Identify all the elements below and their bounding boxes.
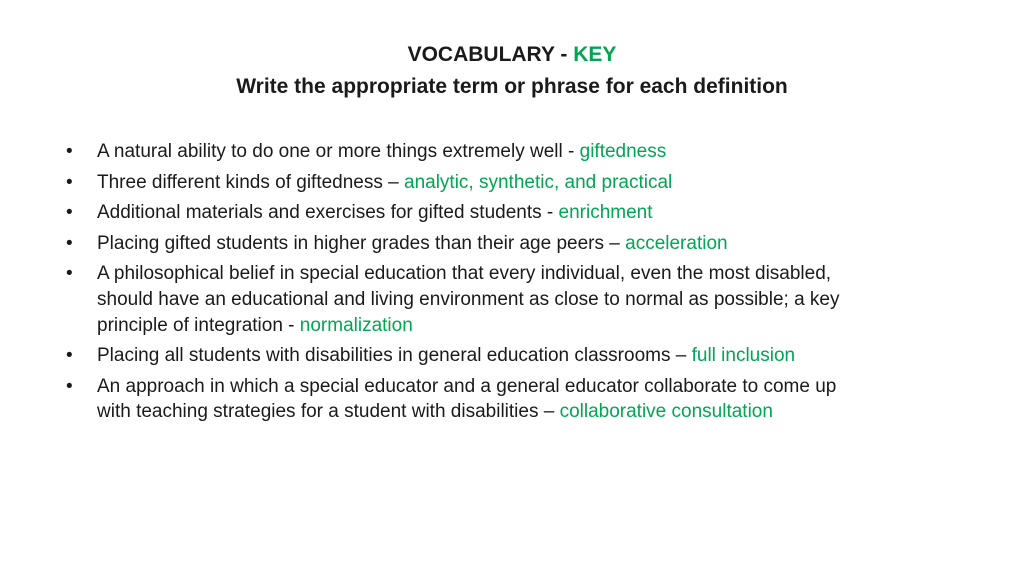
- vocabulary-list-container: [66, 139, 866, 430]
- item-definition: An approach in which a special educator and a general educator collaborate to come up with teaching strategies for a student with disabilities –: [97, 375, 837, 423]
- bullet-icon: •: [66, 375, 73, 397]
- item-definition: Placing all students with disabilities in general education classrooms –: [97, 345, 692, 367]
- title-key: KEY: [573, 43, 617, 66]
- list-item: [66, 170, 866, 196]
- list-item: [66, 374, 866, 425]
- list-item: [66, 231, 866, 257]
- vocabulary-list: [66, 139, 866, 425]
- item-definition: Additional materials and exercises for gifted students -: [97, 202, 559, 224]
- item-answer: analytic, synthetic, and practical: [404, 171, 673, 193]
- item-answer: full inclusion: [691, 345, 796, 367]
- item-definition: Three different kinds of giftedness –: [97, 171, 404, 193]
- item-answer: normalization: [299, 314, 413, 336]
- item-definition: A natural ability to do one or more things extremely well -: [97, 141, 580, 162]
- list-item: [66, 261, 866, 338]
- list-item: [66, 139, 866, 165]
- bullet-icon: •: [66, 263, 73, 285]
- item-answer: giftedness: [579, 141, 667, 162]
- item-definition: A philosophical belief in special education that every individual, even the most disabled, should have an educational and living environment as close to normal as possible; a key principle of integration -: [97, 263, 840, 336]
- list-item: [66, 343, 866, 369]
- list-item: [66, 200, 866, 226]
- bullet-icon: •: [66, 141, 73, 162]
- title-block: [0, 41, 1024, 101]
- bullet-icon: •: [66, 171, 73, 193]
- bullet-icon: •: [66, 345, 73, 367]
- item-answer: collaborative consultation: [559, 401, 773, 423]
- bullet-icon: •: [66, 202, 73, 224]
- page-title: [0, 41, 1024, 69]
- item-answer: enrichment: [558, 202, 653, 224]
- item-definition: Placing gifted students in higher grades than their age peers –: [97, 232, 626, 254]
- title-main: VOCABULARY -: [407, 43, 574, 66]
- bullet-icon: •: [66, 232, 73, 254]
- item-answer: acceleration: [625, 232, 728, 254]
- page-subtitle: Write the appropriate term or phrase for each definition: [236, 75, 788, 98]
